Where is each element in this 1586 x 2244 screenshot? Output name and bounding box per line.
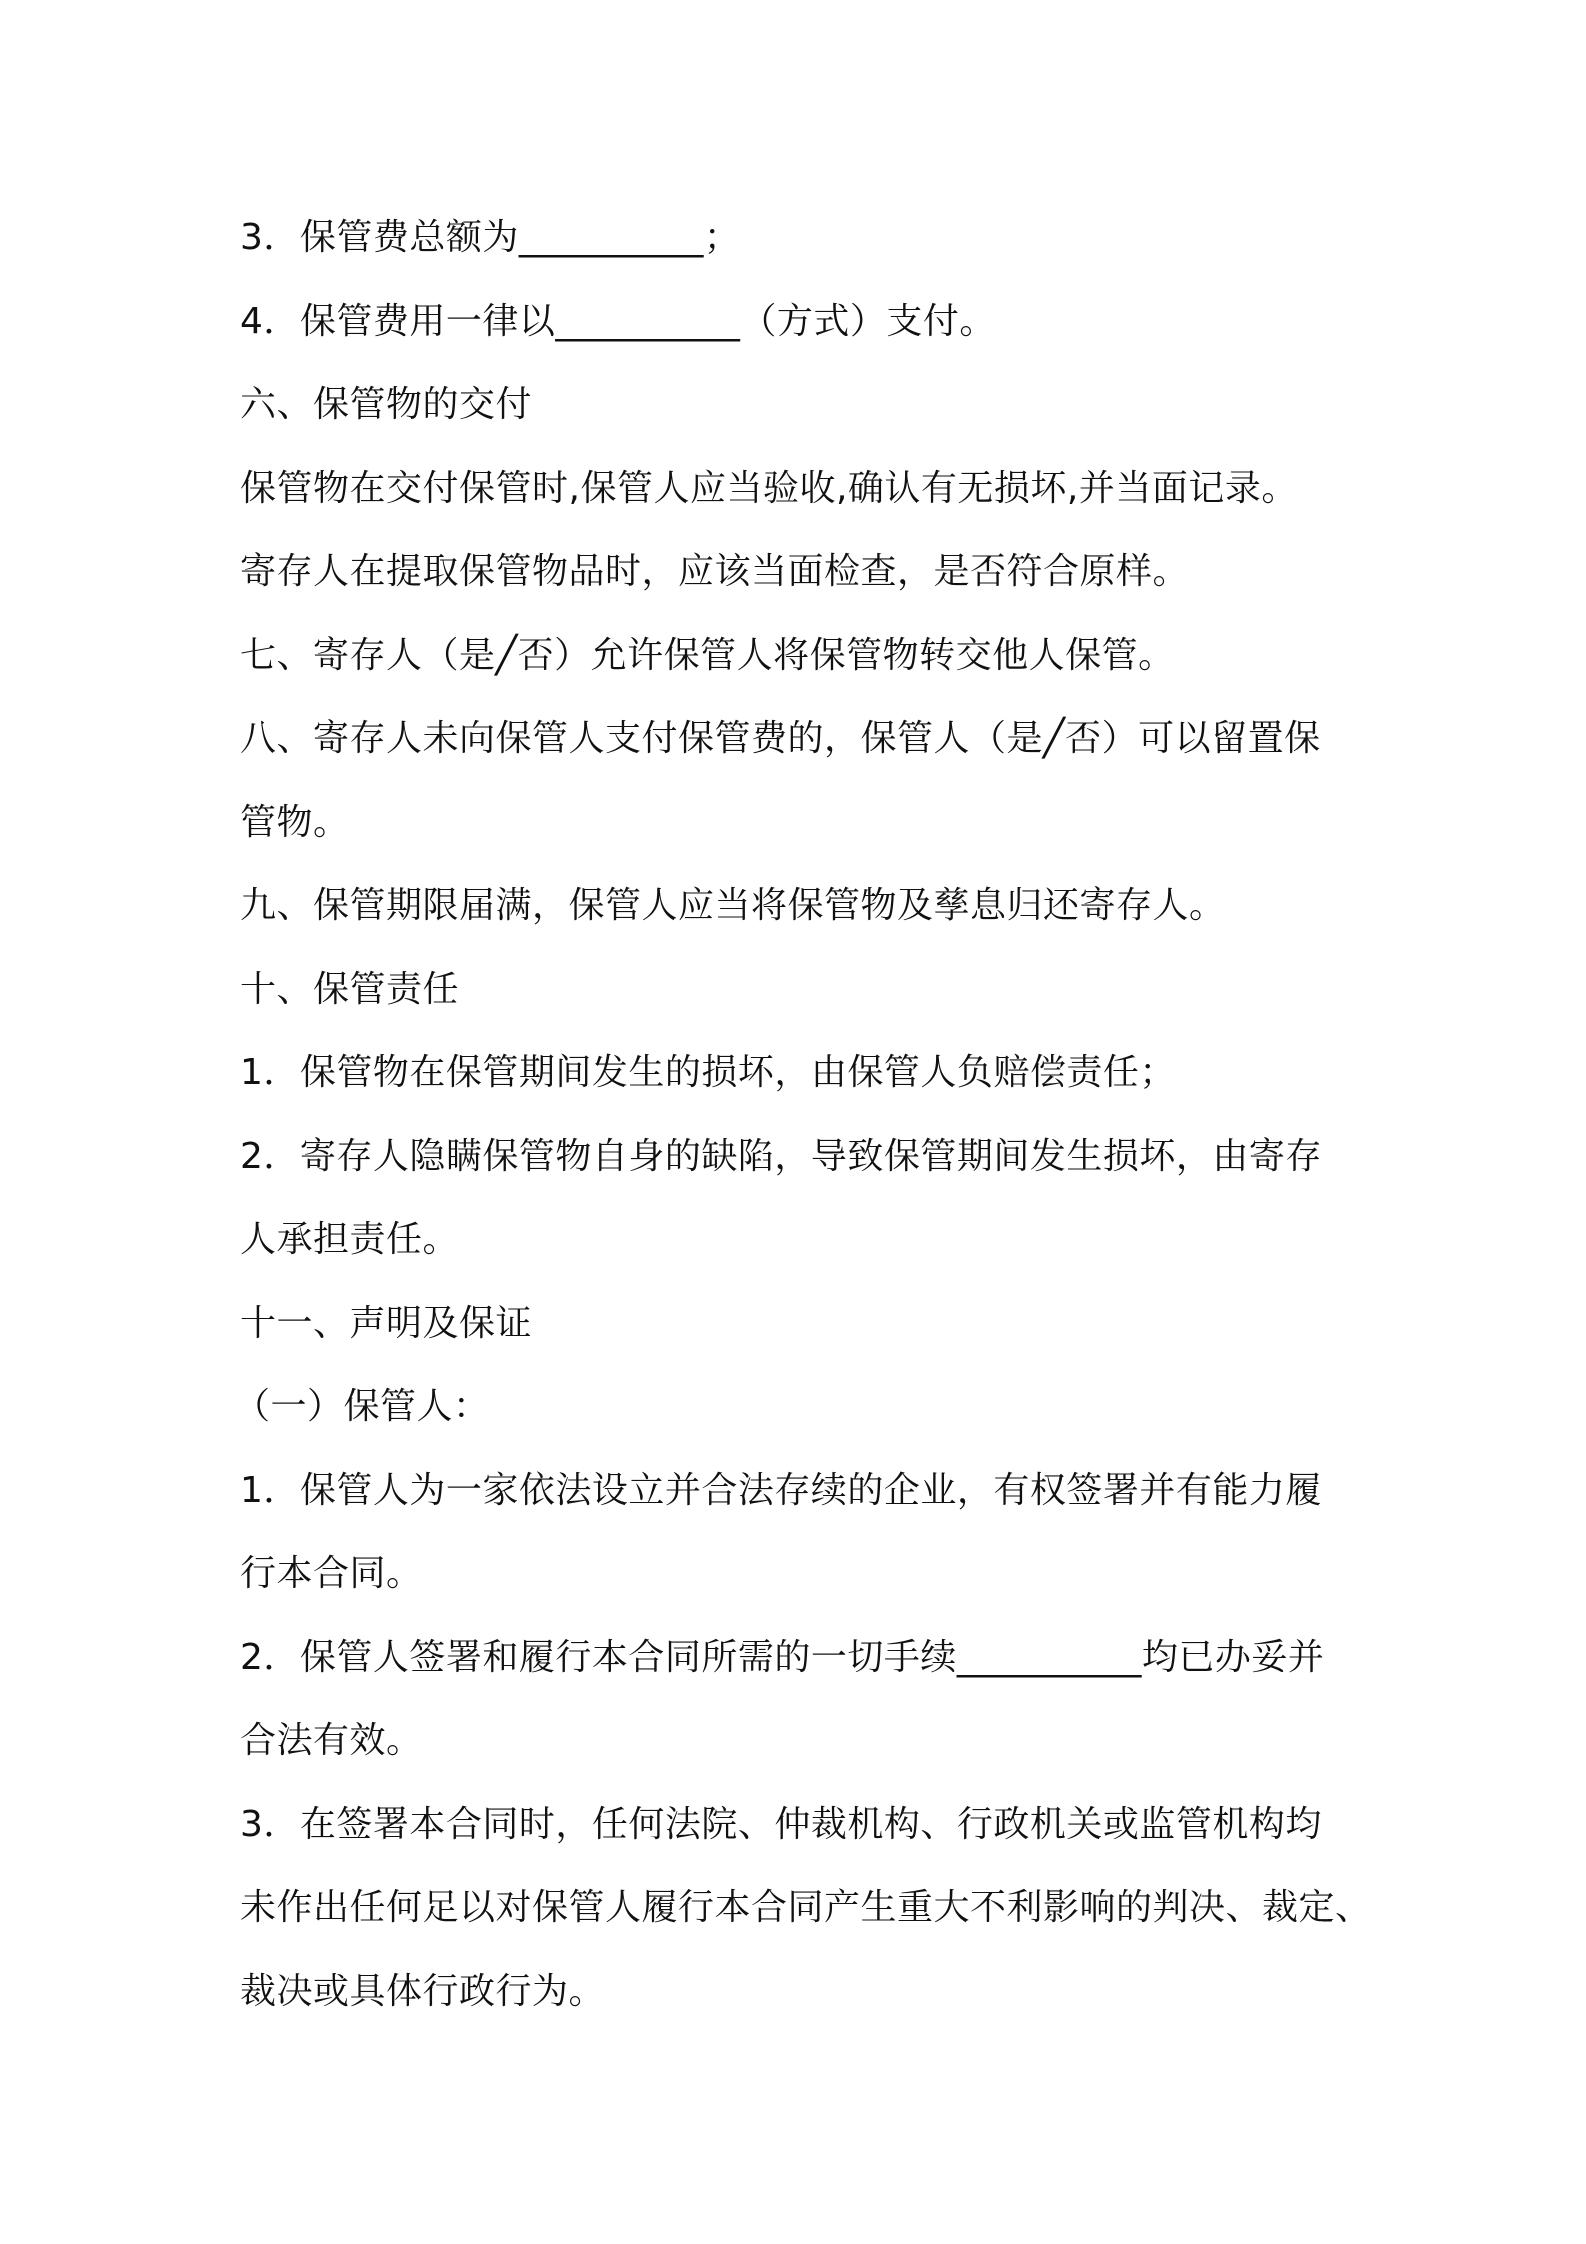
section-6-heading: 六、保管物的交付	[240, 384, 533, 425]
section-10-item-1: 1．保管物在保管期间发生的损坏，由保管人负赔偿责任；	[240, 1052, 1176, 1093]
section-11-item-3-line-2: 未作出任何足以对保管人履行本合同产生重大不利影响的判决、裁定、	[240, 1887, 1372, 1928]
section-10-item-2-line-2: 人承担责任。	[240, 1219, 460, 1260]
section-11-heading: 十一、声明及保证	[240, 1302, 533, 1344]
section-11-item-3-line-1: 3．在签署本合同时，任何法院、仲裁机构、行政机关或监管机构均	[240, 1803, 1322, 1845]
section-11-item-1-line-2: 行本合同。	[240, 1553, 423, 1594]
section-8-text-line-1: 八、寄存人未向保管人支付保管费的，保管人（是╱否）可以留置保	[240, 718, 1321, 759]
section-7-text: 七、寄存人（是╱否）允许保管人将保管物转交他人保管。	[240, 634, 1175, 676]
clause-4-payment-method: 4．保管费用一律以__________（方式）支付。	[240, 300, 996, 342]
section-6-paragraph-2: 寄存人在提取保管物品时，应该当面检查，是否符合原样。	[240, 551, 1190, 592]
section-11-item-3-line-3: 裁决或具体行政行为。	[240, 1970, 606, 2012]
document-body	[234, 196, 1372, 2033]
section-9-text: 九、保管期限届满，保管人应当将保管物及孳息归还寄存人。	[240, 885, 1226, 926]
section-6-paragraph-1: 保管物在交付保管时,保管人应当验收,确认有无损坏,并当面记录。	[240, 467, 1298, 509]
section-11-item-2-line-1: 2．保管人签署和履行本合同所需的一切手续__________均已办妥并	[240, 1636, 1325, 1678]
clause-3-fee-total: 3．保管费总额为__________；	[240, 217, 741, 258]
section-11-item-1-line-1: 1．保管人为一家依法设立并合法存续的企业，有权签署并有能力履	[240, 1469, 1322, 1511]
section-10-item-2-line-1: 2．寄存人隐瞒保管物自身的缺陷，导致保管期间发生损坏，由寄存	[240, 1135, 1322, 1177]
section-11-item-2-line-2: 合法有效。	[240, 1720, 423, 1761]
section-8-text-line-2: 管物。	[240, 801, 350, 843]
section-10-heading: 十、保管责任	[240, 968, 460, 1010]
section-11-subheading-custodian: （一）保管人：	[234, 1386, 490, 1427]
